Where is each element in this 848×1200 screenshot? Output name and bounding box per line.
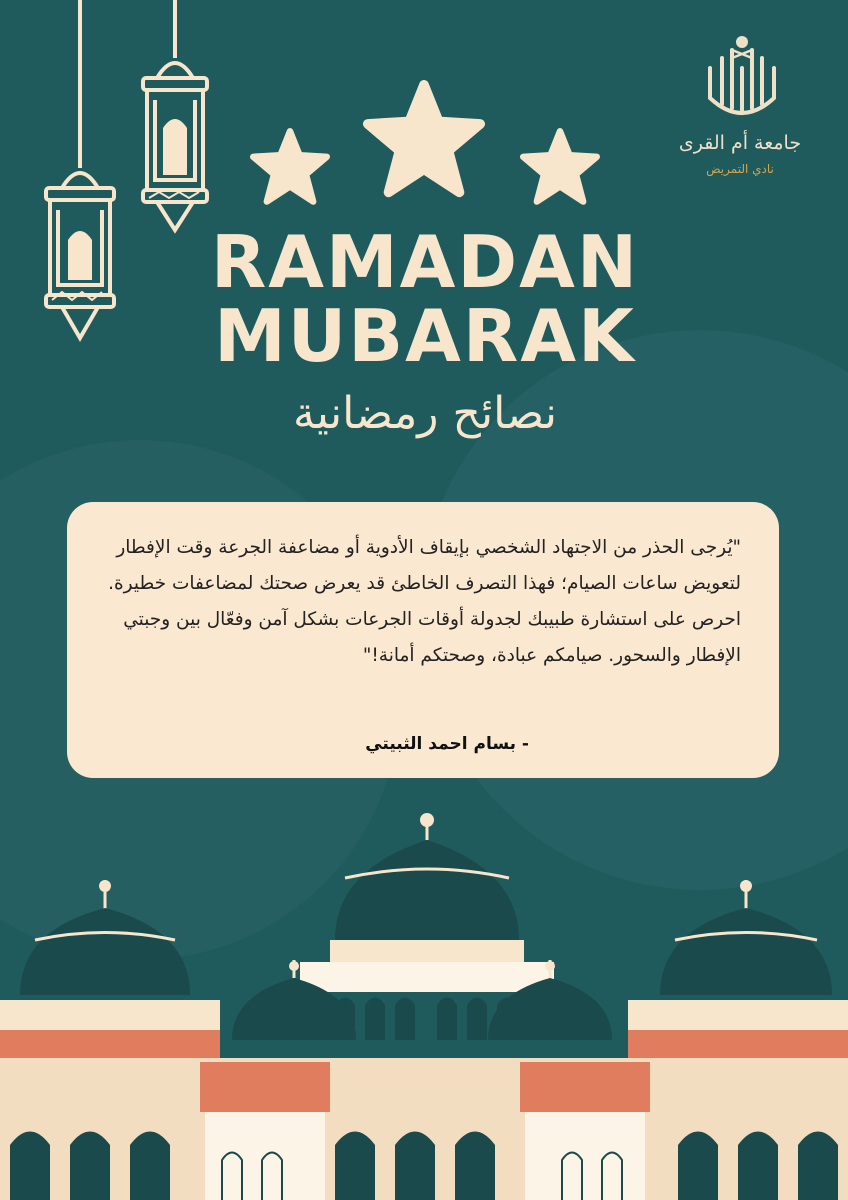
club-name: نادي التمريض (706, 162, 774, 176)
star-icon (520, 128, 600, 204)
quote-card (67, 502, 779, 778)
quote-text: "يُرجى الحذر من الاجتهاد الشخصي بإيقاف الأدوية أو مضاعفة الجرعة وقت الإفطار لتعويض ساعات الصيام؛ فهذا التصرف الخاطئ قد يعرض صحتك لمضاعفات خطيرة. احرص على استشارة طبيبك لجدولة أوقات الجرعات بشكل آمن وفعّال بين وجبتي الإفطار والسحور. صيامكم عبادة، وصحتكم أمانة!" (108, 537, 741, 666)
star-icon (250, 128, 330, 204)
university-name: جامعة أم القرى (678, 132, 802, 154)
quote-author: - بسام احمد الثبيتي (365, 734, 529, 754)
title-ramadan: RAMADAN (210, 220, 640, 304)
star-icon (362, 80, 486, 196)
university-emblem-icon (702, 28, 782, 128)
mosque-illustration (0, 800, 848, 1200)
title-mubarak: MUBARAK (214, 294, 636, 378)
lantern-icon (40, 0, 120, 345)
subtitle: نصائح رمضانية (293, 388, 557, 439)
university-logo (650, 28, 830, 188)
lantern-icon (135, 0, 215, 240)
